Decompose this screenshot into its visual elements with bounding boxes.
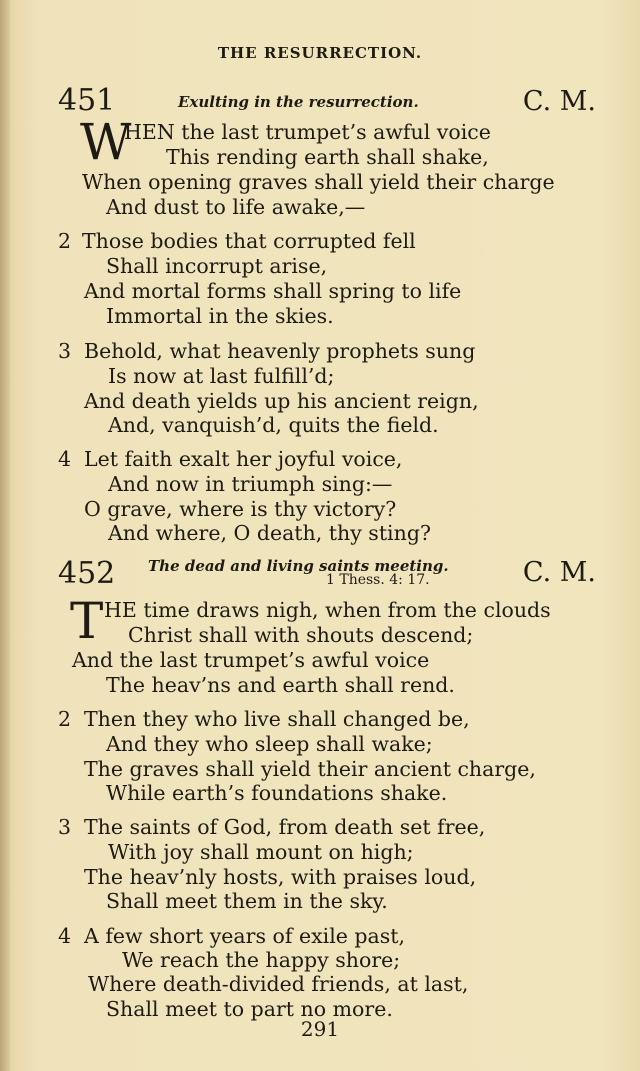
verse-line: Those bodies that corrupted fell (82, 229, 416, 253)
verse-line: With joy shall mount on high; (108, 840, 414, 864)
page-spine-shadow (0, 0, 10, 1071)
verse-line: Then they who live shall changed be, (84, 707, 470, 731)
verse-line: And mortal forms shall spring to life (84, 279, 462, 303)
verse-line: The heav’ns and earth shall rend. (106, 673, 455, 697)
stanza-number: 4 (58, 447, 72, 471)
verse-line: Is now at last fulfill’d; (108, 364, 335, 388)
stanza-number: 4 (58, 924, 72, 948)
hymn-number: 451 (58, 83, 116, 118)
stanza-number: 3 (58, 339, 72, 363)
scripture-reference: 1 Thess. 4: 17. (326, 572, 430, 588)
verse-line: Shall meet to part no more. (106, 997, 393, 1021)
stanza-number: 2 (58, 229, 72, 253)
verse-line: Where death-divided friends, at last, (88, 972, 469, 996)
verse-line: And now in triumph sing:— (108, 472, 393, 496)
hymn-meter: C. M. (522, 557, 596, 588)
verse-line: Christ shall with shouts descend; (128, 623, 474, 647)
verse-line: The heav’nly hosts, with praises loud, (84, 865, 477, 889)
hymn-title: The dead and living saints meeting. (148, 557, 449, 575)
verse-line: A few short years of exile past, (84, 924, 406, 948)
running-head: THE RESURRECTION. (217, 44, 423, 62)
verse-line: And dust to life awake,— (106, 195, 366, 219)
hymn-meter: C. M. (522, 86, 596, 117)
verse-line: Behold, what heavenly prophets sung (84, 339, 476, 363)
drop-cap-letter: W (80, 113, 132, 171)
hymn-number: 452 (58, 556, 116, 591)
drop-cap-letter: T (70, 592, 104, 650)
verse-line: And death yields up his ancient reign, (84, 389, 479, 413)
verse-line: Let faith exalt her joyful voice, (84, 447, 403, 471)
verse-line: When opening graves shall yield their charge (82, 170, 555, 194)
stanza-number: 3 (58, 815, 72, 839)
verse-line: The saints of God, from death set free, (84, 815, 486, 839)
verse-line: And the last trumpet’s awful voice (72, 648, 430, 672)
verse-line: Immortal in the skies. (106, 304, 334, 328)
verse-line: And where, O death, thy sting? (108, 521, 431, 545)
verse-line: The graves shall yield their ancient charge, (84, 757, 536, 781)
hymn-title: Exulting in the resurrection. (178, 93, 419, 111)
verse-line: HEN the last trumpet’s awful voice (124, 120, 491, 144)
verse-line: HE time draws nigh, when from the clouds (104, 598, 551, 622)
verse-line: We reach the happy shore; (122, 948, 401, 972)
verse-line: Shall meet them in the sky. (106, 889, 388, 913)
verse-line: Shall incorrupt arise, (106, 254, 328, 278)
page-number: 291 (300, 1017, 340, 1041)
verse-line: This rending earth shall shake, (166, 145, 489, 169)
stanza-number: 2 (58, 707, 72, 731)
verse-line: And they who sleep shall wake; (106, 732, 433, 756)
verse-line: While earth’s foundations shake. (106, 781, 448, 805)
verse-line: O grave, where is thy victory? (84, 497, 397, 521)
verse-line: And, vanquish’d, quits the field. (108, 413, 439, 437)
